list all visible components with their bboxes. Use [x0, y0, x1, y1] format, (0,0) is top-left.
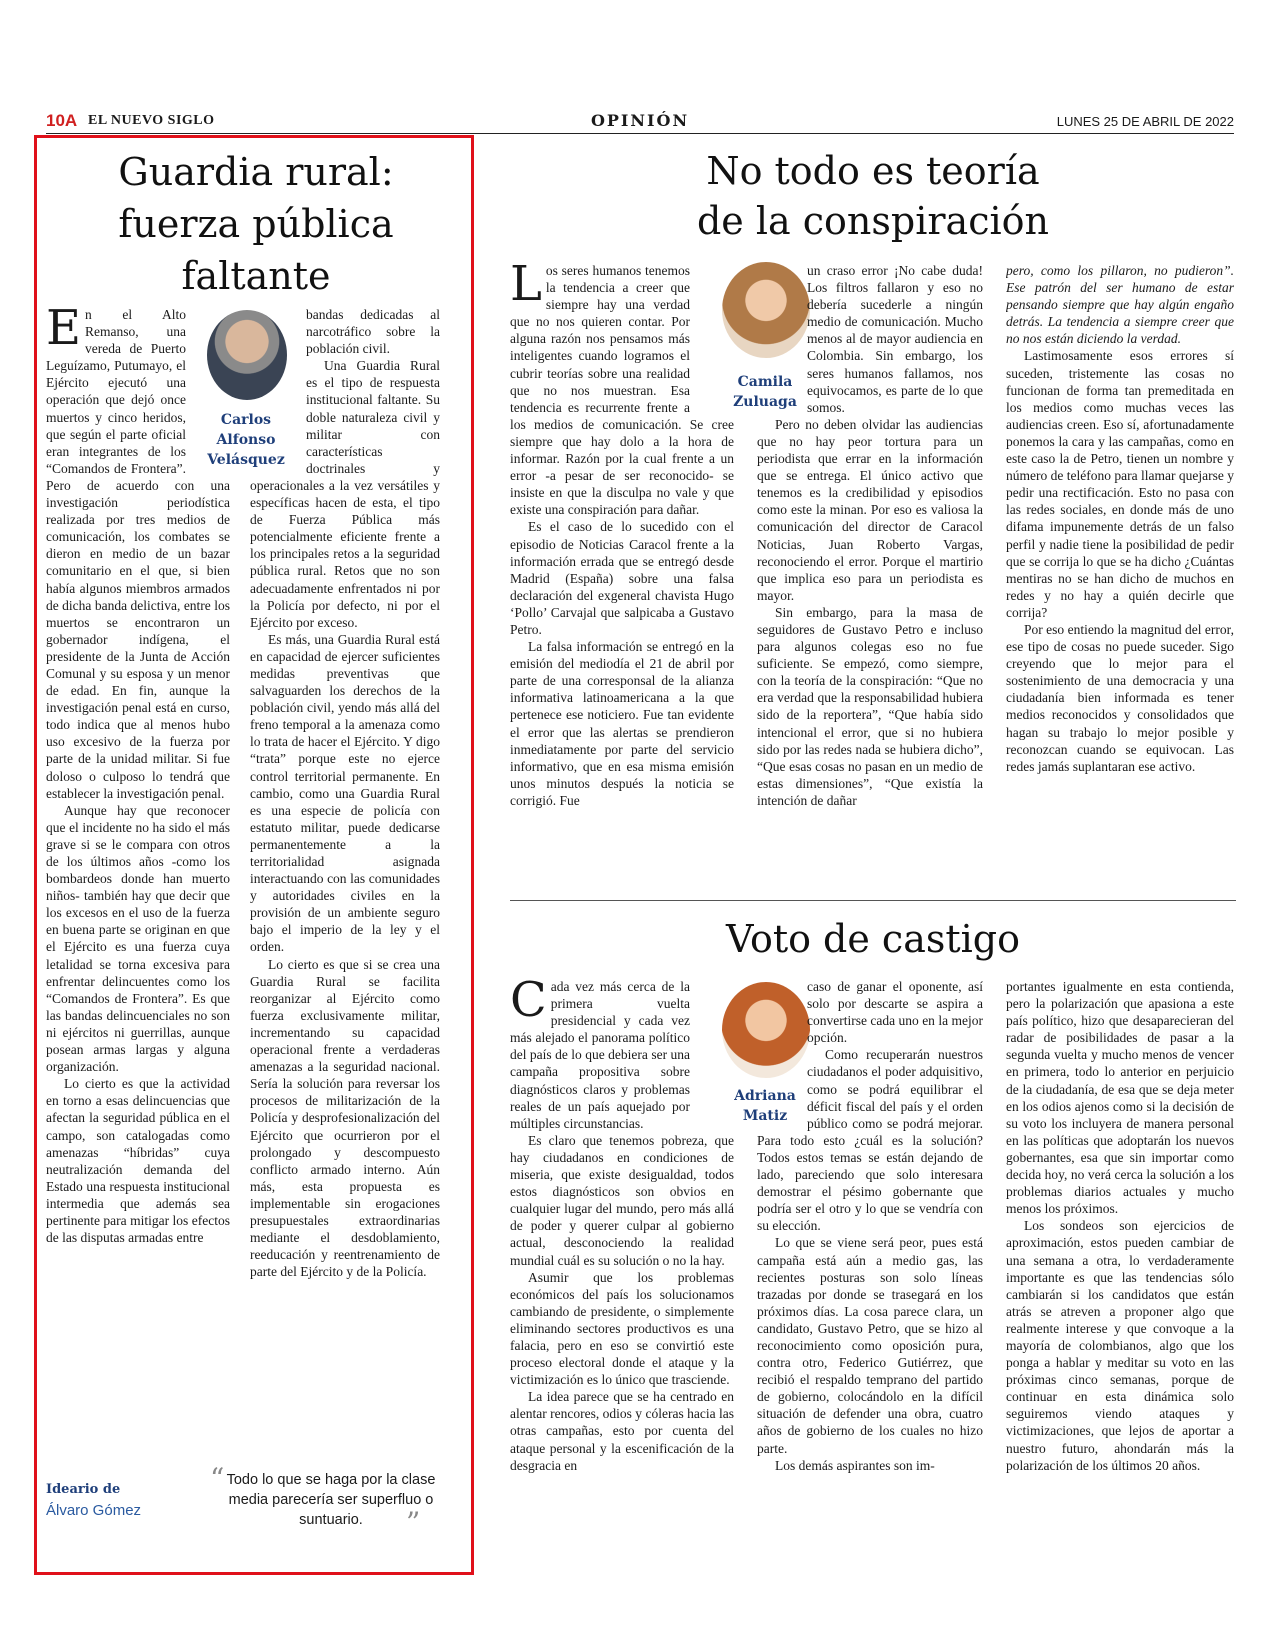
paragraph: Lo que se viene será peor, pues está campaña está aún a medio gas, las recientes posturas son solo líneas trazadas por donde se trasegará en los próximos días. La cosa parece clara, un candidato, Gustavo Petro, que se hizo al reconocimiento como oposición pura, contra otro, Federico Gutiérrez, que recibió el respaldo temprano del partido de gobierno, colocándolo en la difícil situación de defender una obra, cuatro años de gobierno de los cuales no hizo parte.	[757, 1235, 983, 1456]
ideario-author: Álvaro Gómez	[46, 1502, 142, 1519]
ideario-label: Ideario de	[46, 1482, 121, 1497]
article2-column-3	[1006, 262, 1234, 878]
paragraph: Los seres humanos tenemos la tendencia a creer que siempre hay una verdad que no nos quieren contar. Por alguna razón nos pensamos más inteligentes cuando logramos el cubrir teorías sobre una realidad que no nos muestran. Esa tendencia es recurrente frente a los medios de comunicación. Se cree siempre que hay dolo a la hora de informar. Razón por la cual frente a un error -a pesar de ser reconocido- se insiste en que la disculpa no vale y que existe una conspiración para dañar.	[510, 262, 734, 518]
paragraph: Una Guardia Rural es el tipo de respuesta institucional faltante. Su doble naturaleza civil y militar con características doctrinales y operacionales a la vez versátiles y específicas hacen de esta, el tipo de Fuerza Pública más potencialmente eficiente frente a los principales retos a la seguridad pública rural. Retos que no son adecuadamente enfrentados ni por la Policía por defecto, ni por el Ejército por exceso.	[250, 358, 440, 630]
paragraph: Los demás aspirantes son im-	[775, 1457, 935, 1473]
article2-column-2	[757, 262, 983, 878]
paragraph: Pero no deben olvidar las audiencias que no hay peor tortura para un periodista que errar en la información que se entrega. El único activo que tenemos es la credibilidad y episodios como este la minan. Por eso es valiosa la comunicación del director de Caracol Noticias, Juan Roberto Vargas, reconociendo el error. Porque el martirio que implica eso para un periodista es mayor.	[757, 416, 983, 603]
author-name-line: Velásquez	[207, 452, 285, 468]
page-number: 10A	[46, 111, 78, 130]
article1-column-1	[46, 306, 230, 1438]
author-name-line: Alfonso	[216, 432, 276, 448]
paragraph: Es el caso de lo sucedido con el episodio de Noticias Caracol frente a la información errada que se entregó desde Madrid (España) sobre una falsa declaración del exgeneral chavista Hugo ‘Pollo’ Carvajal que salpicaba a Gustavo Petro.	[510, 519, 734, 637]
author-name-line: Camila	[737, 374, 793, 390]
quote-close-icon: ”	[406, 1506, 421, 1539]
newspaper-name: EL NUEVO SIGLO	[88, 113, 215, 128]
article2-title-line: No todo es teoría	[706, 149, 1040, 193]
article3-title: Voto de castigo	[725, 917, 1021, 961]
author-name-line: Carlos	[220, 412, 272, 428]
article1-title	[46, 146, 466, 302]
paragraph: La falsa información se entregó en la emisión del mediodía el 21 de abril por parte de una corresponsal de la alianza informativa latinoamericana a la que pertenece ese noticiero. Fue tan evidente el error que las alertas se prendieron inmediatamente por parte del servicio informativo, que en esa misma emisión unos minutos después la noticia se corrigió. Fue	[510, 639, 734, 808]
issue-date: LUNES 25 DE ABRIL DE 2022	[1056, 114, 1234, 129]
section-title: OPINIÓN	[590, 111, 690, 130]
paragraph: Sin embargo, para la masa de seguidores de Gustavo Petro e incluso para algunos colegas eso no fue suficiente. Se empezó, como siempre, con la teoría de la conspiración: “Que no era verdad que la responsabilidad hubiera sido de la reportera”, “Que había sido intencional el error, que si no hubiera sido por las redes nada se hubiera dicho”, “Que esas cosas no pasan en un medio de estas dimensiones”, “Que existía la intención de dañar	[757, 604, 983, 808]
article2-title-line: de la conspiración	[696, 199, 1049, 243]
article2-title	[510, 146, 1236, 246]
paragraph: La idea parece que se ha centrado en alentar rencores, odios y cóleras hacia las otras campañas, esto por cuenta del ataque personal y la escenificación de la desgracia en	[510, 1389, 734, 1473]
paragraph: Asumir que los problemas económicos del país los solucionamos cambiando de presidente, o simplemente eliminando sectores productivos es una falacia, pero en eso se convirtió este proceso electoral donde el ataque y la victimización es lo único que trasciende.	[510, 1269, 734, 1388]
article2-column-1	[510, 262, 734, 878]
paragraph: bandas dedicadas al narcotráfico sobre la población civil.	[306, 307, 440, 357]
paragraph: En el Alto Remanso, una vereda de Puerto Leguízamo, Putumayo, el Ejército ejecutó una operación que dejó once muertos y cinco heridos, que según el parte oficial eran integrantes de los “Comandos de Frontera”. Pero de acuerdo con una investigación periodística realizada por tres medios de comunicación, los combates se dieron en medio de un bazar comunitario en el que, si bien había algunos miembros armados de dicha banda delictiva, entre los muertos se encontraron un gobernador indígena, el presidente de la Junta de Acción Comunal y su esposa y un menor de edad. En fin, aunque la investigación penal está en curso, todo indica que al menos hubo uso excesivo de la fuerza por parte de la unidad militar. Si fue doloso o culposo lo tendrá que establecer la investigación penal.	[46, 306, 230, 801]
paragraph: Aunque hay que reconocer que el incidente no ha sido el más grave si se le compara con otros de los últimos años -como los bombardeos donde han muerto niños- también hay que decir que los excesos en el uso de la fuerza en buena parte se originan en que el Ejército es una fuerza cuya letalidad se torna excesiva para enfrentar delincuentes como los “Comandos de Frontera”. Es que las bandas delincuenciales no son ni ejércitos ni guerrillas, aunque posean armas largas y alguna organización.	[46, 802, 230, 1075]
paragraph: Lo cierto es que la actividad en torno a esas delincuencias que afectan la seguridad pública en el campo, son catalogadas como amenazas “híbridas” cuya neutralización demanda del Estado una respuesta institucional intermedia que además sea pertinente para mitigar los efectos de las disputas armadas entre	[46, 1076, 230, 1246]
article1-title-line: fuerza pública	[118, 202, 394, 246]
article3-column-3	[1006, 978, 1234, 1538]
paragraph: Lastimosamente esos errores sí suceden, tristemente las cosas no funcionan de forma tan premeditada en los medios como muchas veces las audiencias creen. Eso sí, afortunadamente ponemos la cara y las campañas, como en este caso la de Petro, tienen un nombre y número de teléfono para llamar quejarse y pedir una rectificación. Esto no pasa con las redes sociales, en donde más de uno difama impunemente detrás de un falso perfil y nadie tiene la posibilidad de pedir que se corrija lo que se ha dicho ¿Cuántas mentiras no se han dicho de muchos en redes y no hay a quién decirle que corrija?	[1006, 348, 1234, 620]
article1-title-line: faltante	[181, 254, 331, 298]
paragraph: Por eso entiendo la magnitud del error, ese tipo de cosas no puede suceder. Sigo creyendo que lo mejor para el sostenimiento de una democracia y una ciudadanía bien informada es tener medios reconocidos y consolidados que hagan su trabajo lo mejor posible y reconozcan cuando se equivocan. Las redes jamás suplantaran ese activo.	[1006, 621, 1234, 774]
paragraph: Es más, una Guardia Rural está en capacidad de ejercer suficientes medidas preventivas que salvaguarden los derechos de la población civil, yendo más allá del freno temporal a la amenaza como lo trata de hacer el Ejército. Y digo “trata” porque este no ejerce control territorial permanente. En cambio, como una Guardia Rural es una especie de policía con estatuto militar, puede dedicarse permanentemente a la territorialidad asignada interactuando con las comunidades y autoridades civiles en la provisión de un ambiente seguro bajo el imperio de la ley y el orden.	[250, 631, 440, 955]
paragraph: Los sondeos son ejercicios de aproximación, estos pueden cambiar de una semana a otra, lo verdaderamente importante es que las tendencias sólo cambiarán si los candidatos que están atrás se atreven a proponer algo que realmente interese y que convoque a la mayoría de colombianos, algo que los ponga a hablar y meditar su voto en las próximas cinco semanas, porque de continuar en esta dinámica solo seguiremos viendo ataques y victimizaciones, que lejos de aportar a nuestro futuro, ahondarán más la polarización de los últimos 20 años.	[1006, 1218, 1234, 1473]
article3-column-2	[757, 978, 983, 1538]
paragraph: pero, como los pillaron, no pudieron”. Ese patrón del ser humano de estar pensando siempre que hay algún engaño detrás. La tendencia a siempre creer que no nos están diciendo la verdad.	[1006, 263, 1234, 347]
paragraph: Lo cierto es que si se crea una Guardia Rural se facilita reorganizar al Ejército como fuerza exclusivamente militar, incrementando su capacidad operacional frente a verdaderas amenazas a la seguridad nacional. Sería la solución para reversar los procesos de militarización de la Policía y desprofesionalización del Ejército que ocurrieron por el prolongado y descompuesto conflicto armado interno. Aún más, esta propuesta es implementable sin erogaciones presupuestales extraordinarias mediante el desdoblamiento, reeducación y reentrenamiento de parte del Ejército y de la Policía.	[250, 956, 440, 1280]
page-header	[46, 111, 1234, 134]
paragraph: un craso error ¡No cabe duda! Los filtros fallaron y eso no debería sucederle a ningún medio de comunicación. Mucho menos al de mayor audiencia en Colombia. Sin embargo, los seres humanos fallamos, nos equivocamos, es parte de lo que somos.	[807, 263, 983, 415]
author-name-line: Matiz	[742, 1108, 788, 1124]
article3-column-1	[510, 978, 734, 1538]
paragraph: Es claro que tenemos pobreza, que hay ciudadanos en condiciones de miseria, que existe desigualdad, todos estos diagnósticos son obvios en cualquier lugar del mundo, pero más allá de poder y querer culpar al gobierno actual, desconociendo la realidad mundial cuál es su solución o no la hay.	[510, 1132, 734, 1268]
paragraph: portantes igualmente en esta contienda, pero la polarización que apasiona a este país político, hizo que desaparecieran del radar de posibilidades de pasar a la segunda vuelta y mucho menos de vencer en primera, todo lo anterior en perjuicio de la ciudadanía, de esa que se deja meter en los odios ajenos como si la decisión de su voto los incluyera de manera personal en las políticas que adoptarán los nuevos gobernantes, esa que sin importar como decida hoy, no verá cerca la solución a los problemas diarios actuales y mucho menos los próximos.	[1006, 979, 1234, 1217]
ideario-quote: Todo lo que se haga por la clase media parecería ser superfluo o suntuario.	[226, 1472, 436, 1528]
author-name-line: Zuluaga	[733, 394, 797, 410]
paragraph: Como recuperarán nuestros ciudadanos el poder adquisitivo, como se podrá equilibrar el déficit fiscal del país y el orden público como se podrá mejorar. Para todo esto ¿cuál es la solución? Todos estos temas se están dejando de lado, pareciendo que solo interesara demostrar el pésimo gobernante que podría ser el otro y lo que se vendría con su elección.	[757, 1047, 983, 1234]
section-divider	[510, 900, 1236, 901]
paragraph: Cada vez más cerca de la primera vuelta presidencial y cada vez más alejado el panorama político del país de lo que debiera ser una campaña propositiva sobre diagnósticos claros y problemas reales de un país aquejado por múltiples circunstancias.	[510, 978, 690, 1131]
author-name-line: Adriana	[734, 1088, 796, 1104]
paragraph: caso de ganar el oponente, así solo por descarte se aspira a convertirse cada uno en la mejor opción.	[807, 979, 983, 1046]
quote-open-icon: “	[210, 1462, 225, 1495]
article1-column-2	[250, 306, 440, 1438]
article1-title-line: Guardia rural:	[118, 150, 394, 194]
